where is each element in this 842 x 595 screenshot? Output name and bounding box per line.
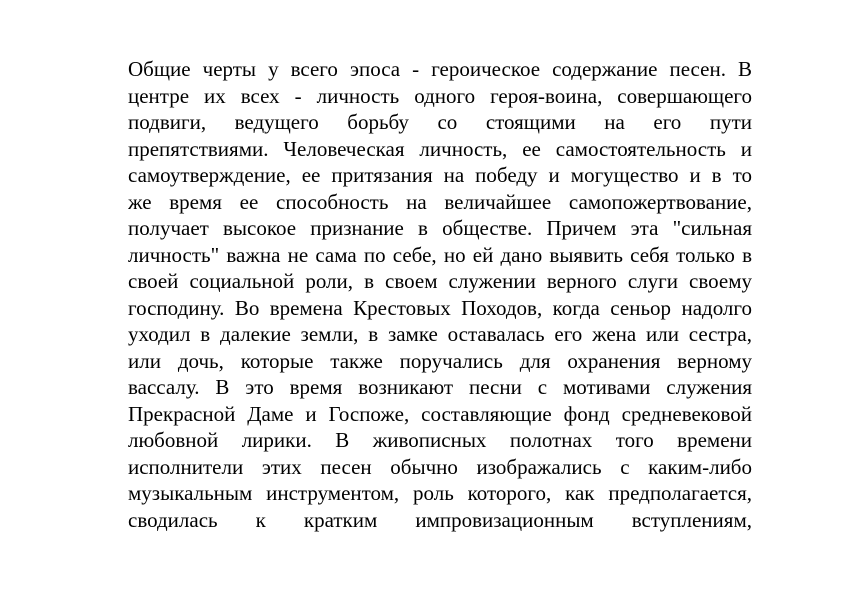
text-line: самоутверждение, ее притязания на победу и могущество и в то (128, 163, 752, 187)
text-line: препятствиями. Человеческая личность, ее самостоятельность и (128, 136, 752, 161)
text-line: господину. Во времена Крестовых Походов, когда сеньор надолго (128, 295, 752, 320)
text-line: сводилась к кратким импровизационным вступлениям, (128, 507, 752, 532)
text-line: центре их всех - личность одного героя-воина, совершающего (128, 83, 752, 108)
text-line: своей социальной роли, в своем служении верного слуги своему (128, 269, 752, 293)
text-line: исполнители этих песен обычно изображались с каким-либо (128, 454, 752, 479)
text-line: вассалу. В это время возникают песни с мотивами служения (128, 375, 752, 399)
text-line: получает высокое признание в обществе. Причем эта "сильная (128, 216, 752, 240)
text-line: личность" важна не сама по себе, но ей дано выявить себя только в (128, 242, 752, 267)
text-line: или дочь, которые также поручались для охранения верному (128, 348, 752, 373)
text-line: музыкальным инструментом, роль которого, как предполагается, (128, 481, 752, 505)
text-line: Прекрасной Даме и Госпоже, составляющие фонд средневековой (128, 401, 752, 426)
text-line: любовной лирики. В живописных полотнах того времени (128, 428, 752, 452)
text-line: уходил в далекие земли, в замке оставалась его жена или сестра, (128, 322, 752, 346)
text-line: же время ее способность на величайшее самопожертвование, (128, 189, 752, 214)
text-line: Общие черты у всего эпоса - героическое содержание песен. В (128, 57, 752, 81)
text-line: подвиги, ведущего борьбу со стоящими на его пути (128, 110, 752, 134)
body-paragraph (128, 56, 752, 533)
